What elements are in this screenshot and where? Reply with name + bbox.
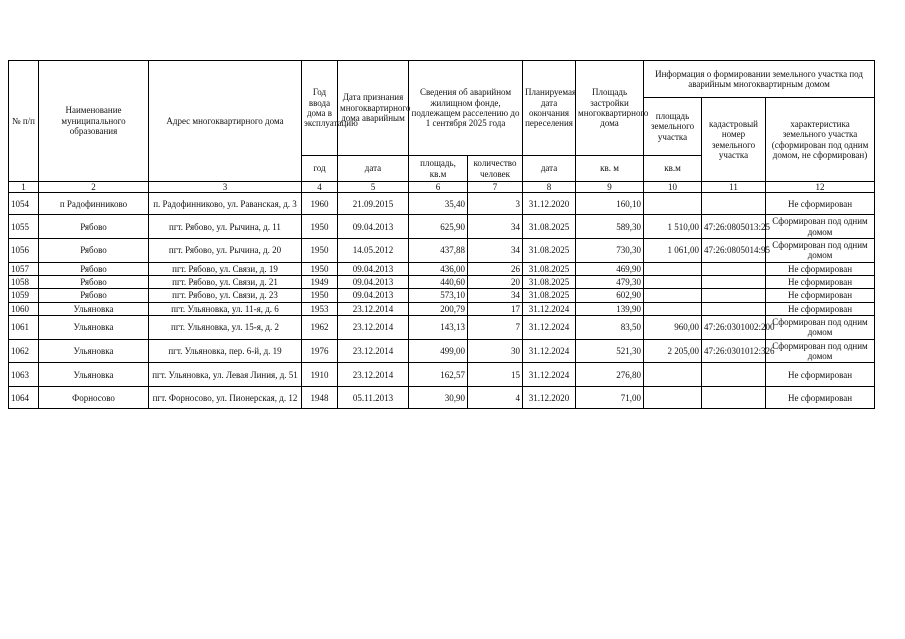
cell-building-area: 589,30 (576, 215, 644, 239)
cell-municipality: п Радофинниково (39, 193, 149, 215)
cell-planned-date: 31.12.2024 (523, 339, 576, 363)
cell-land-area (644, 276, 702, 289)
column-number: 6 (409, 182, 468, 193)
cell-year: 1910 (302, 363, 338, 387)
cell-land-characteristic: Сформирован под одним домом (766, 339, 875, 363)
cell-fund-area: 162,57 (409, 363, 468, 387)
cell-municipality: Ульяновка (39, 316, 149, 340)
cell-year: 1960 (302, 193, 338, 215)
cell-planned-date: 31.12.2024 (523, 316, 576, 340)
column-number: 10 (644, 182, 702, 193)
cell-fund-area: 30,90 (409, 387, 468, 409)
table-row (9, 387, 875, 409)
header-year: Год ввода дома в эксплуатацию (302, 61, 338, 156)
table-row (9, 262, 875, 275)
header-land-area: площадь земельного участка (644, 98, 702, 156)
cell-row-number: 1058 (9, 276, 39, 289)
cell-land-characteristic: Не сформирован (766, 289, 875, 302)
cell-address: пгт. Рябово, ул. Связи, д. 21 (149, 276, 302, 289)
table-row (9, 239, 875, 263)
unit-year: год (302, 156, 338, 182)
cell-fund-area: 499,00 (409, 339, 468, 363)
column-number: 3 (149, 182, 302, 193)
header-recognition-date: Дата признания многоквартирного дома аварийным (338, 61, 409, 156)
cell-land-area (644, 193, 702, 215)
cell-land-characteristic: Не сформирован (766, 193, 875, 215)
cell-municipality: Рябово (39, 239, 149, 263)
cell-cadastral-number: 47:26:0805013:25 (702, 215, 766, 239)
cell-recognition-date: 05.11.2013 (338, 387, 409, 409)
cell-land-area: 1 510,00 (644, 215, 702, 239)
cell-row-number: 1057 (9, 262, 39, 275)
column-number: 9 (576, 182, 644, 193)
cell-land-area: 1 061,00 (644, 239, 702, 263)
cell-land-area (644, 363, 702, 387)
cell-cadastral-number (702, 193, 766, 215)
cell-address: пгт. Рябово, ул. Связи, д. 19 (149, 262, 302, 275)
header-fund: Сведения об аварийном жилищном фонде, подлежащем расселению до 1 сентября 2025 года (409, 61, 523, 156)
cell-fund-area: 440,60 (409, 276, 468, 289)
header-land-info: Информация о формировании земельного участка под аварийным многоквартирным домом (644, 61, 875, 98)
cell-fund-area: 200,79 (409, 302, 468, 315)
cell-cadastral-number: 47:26:0301012:326 (702, 339, 766, 363)
cell-address: пгт. Ульяновка, ул. 15-я, д. 2 (149, 316, 302, 340)
cell-land-characteristic: Не сформирован (766, 302, 875, 315)
cell-building-area: 139,90 (576, 302, 644, 315)
cell-row-number: 1060 (9, 302, 39, 315)
cell-row-number: 1064 (9, 387, 39, 409)
header-municipality: Наименование муниципального образования (39, 61, 149, 182)
cell-year: 1953 (302, 302, 338, 315)
cell-year: 1950 (302, 262, 338, 275)
table-row (9, 363, 875, 387)
cell-cadastral-number: 47:26:0805014:95 (702, 239, 766, 263)
cell-fund-people: 34 (468, 239, 523, 263)
cell-planned-date: 31.08.2025 (523, 215, 576, 239)
table-row (9, 339, 875, 363)
table-row (9, 193, 875, 215)
cell-municipality: Форносово (39, 387, 149, 409)
cell-building-area: 160,10 (576, 193, 644, 215)
cell-address: пгт. Форносово, ул. Пионерская, д. 12 (149, 387, 302, 409)
cell-cadastral-number (702, 302, 766, 315)
column-number: 11 (702, 182, 766, 193)
cell-land-area: 960,00 (644, 316, 702, 340)
cell-year: 1948 (302, 387, 338, 409)
column-number: 12 (766, 182, 875, 193)
cell-row-number: 1054 (9, 193, 39, 215)
cell-building-area: 276,80 (576, 363, 644, 387)
table-row (9, 316, 875, 340)
column-number: 1 (9, 182, 39, 193)
cell-row-number: 1055 (9, 215, 39, 239)
cell-address: пгт. Ульяновка, ул. Левая Линия, д. 51 (149, 363, 302, 387)
header-building-area: Площадь застройки многоквартирного дома (576, 61, 644, 156)
cell-building-area: 71,00 (576, 387, 644, 409)
cell-fund-people: 26 (468, 262, 523, 275)
cell-year: 1950 (302, 215, 338, 239)
cell-address: пгт. Рябово, ул. Рычина, д. 11 (149, 215, 302, 239)
cell-land-area (644, 262, 702, 275)
cell-recognition-date: 09.04.2013 (338, 276, 409, 289)
cell-recognition-date: 09.04.2013 (338, 289, 409, 302)
unit-fund-area: площадь, кв.м (409, 156, 468, 182)
unit-recognition-date: дата (338, 156, 409, 182)
cell-cadastral-number (702, 289, 766, 302)
cell-building-area: 602,90 (576, 289, 644, 302)
cell-row-number: 1062 (9, 339, 39, 363)
unit-building-area: кв. м (576, 156, 644, 182)
cell-land-characteristic: Не сформирован (766, 363, 875, 387)
column-number: 4 (302, 182, 338, 193)
cell-building-area: 521,30 (576, 339, 644, 363)
cell-address: п. Радофинниково, ул. Раванская, д. 3 (149, 193, 302, 215)
cell-cadastral-number (702, 262, 766, 275)
cell-land-characteristic: Не сформирован (766, 387, 875, 409)
unit-land-area: кв.м (644, 156, 702, 182)
cell-municipality: Рябово (39, 276, 149, 289)
column-number: 2 (39, 182, 149, 193)
cell-address: пгт. Ульяновка, пер. 6-й, д. 19 (149, 339, 302, 363)
header-address: Адрес многоквартирного дома (149, 61, 302, 182)
cell-land-characteristic: Не сформирован (766, 276, 875, 289)
cell-year: 1976 (302, 339, 338, 363)
table-row (9, 302, 875, 315)
cell-fund-people: 3 (468, 193, 523, 215)
unit-fund-people: количество человек (468, 156, 523, 182)
cell-recognition-date: 09.04.2013 (338, 215, 409, 239)
cell-recognition-date: 23.12.2014 (338, 363, 409, 387)
cell-fund-area: 436,00 (409, 262, 468, 275)
cell-building-area: 730,30 (576, 239, 644, 263)
cell-row-number: 1056 (9, 239, 39, 263)
cell-building-area: 479,30 (576, 276, 644, 289)
column-number: 5 (338, 182, 409, 193)
cell-year: 1950 (302, 289, 338, 302)
table-row (9, 215, 875, 239)
cell-recognition-date: 23.12.2014 (338, 339, 409, 363)
cell-fund-people: 15 (468, 363, 523, 387)
cell-fund-people: 34 (468, 215, 523, 239)
cell-fund-people: 17 (468, 302, 523, 315)
cell-address: пгт. Рябово, ул. Связи, д. 23 (149, 289, 302, 302)
cell-municipality: Ульяновка (39, 363, 149, 387)
header-planned-date: Планируемая дата окончания переселения (523, 61, 576, 156)
cell-building-area: 83,50 (576, 316, 644, 340)
cell-land-area (644, 289, 702, 302)
cell-planned-date: 31.12.2020 (523, 387, 576, 409)
cell-land-area (644, 387, 702, 409)
cell-fund-area: 625,90 (409, 215, 468, 239)
cell-municipality: Ульяновка (39, 302, 149, 315)
cell-cadastral-number (702, 387, 766, 409)
cell-cadastral-number: 47:26:0301002:200 (702, 316, 766, 340)
cell-cadastral-number (702, 363, 766, 387)
table-row (9, 289, 875, 302)
cell-cadastral-number (702, 276, 766, 289)
table-body (9, 193, 875, 409)
table-row (9, 276, 875, 289)
cell-recognition-date: 21.09.2015 (338, 193, 409, 215)
cell-recognition-date: 14.05.2012 (338, 239, 409, 263)
header-land-characteristic: характеристика земельного участка (сформирован под одним домом, не сформирован) (766, 98, 875, 182)
cell-planned-date: 31.12.2020 (523, 193, 576, 215)
document-page (8, 60, 874, 409)
cell-planned-date: 31.12.2024 (523, 363, 576, 387)
column-number: 8 (523, 182, 576, 193)
cell-fund-people: 7 (468, 316, 523, 340)
header-num: № п/п (9, 61, 39, 182)
cell-address: пгт. Рябово, ул. Рычина, д. 20 (149, 239, 302, 263)
cell-year: 1949 (302, 276, 338, 289)
cell-land-area: 2 205,00 (644, 339, 702, 363)
unit-planned-date: дата (523, 156, 576, 182)
cell-row-number: 1061 (9, 316, 39, 340)
cell-municipality: Рябово (39, 215, 149, 239)
cell-year: 1950 (302, 239, 338, 263)
column-numbers-row (9, 182, 875, 193)
cell-land-area (644, 302, 702, 315)
emergency-housing-table (8, 60, 875, 409)
cell-land-characteristic: Сформирован под одним домом (766, 316, 875, 340)
cell-fund-area: 573,10 (409, 289, 468, 302)
cell-land-characteristic: Сформирован под одним домом (766, 239, 875, 263)
cell-address: пгт. Ульяновка, ул. 11-я, д. 6 (149, 302, 302, 315)
header-cadastral-number: кадастровый номер земельного участка (702, 98, 766, 182)
cell-row-number: 1059 (9, 289, 39, 302)
column-number: 7 (468, 182, 523, 193)
cell-land-characteristic: Не сформирован (766, 262, 875, 275)
cell-planned-date: 31.08.2025 (523, 276, 576, 289)
cell-municipality: Рябово (39, 262, 149, 275)
cell-fund-people: 30 (468, 339, 523, 363)
cell-fund-people: 34 (468, 289, 523, 302)
cell-municipality: Рябово (39, 289, 149, 302)
cell-building-area: 469,90 (576, 262, 644, 275)
cell-recognition-date: 09.04.2013 (338, 262, 409, 275)
cell-land-characteristic: Сформирован под одним домом (766, 215, 875, 239)
cell-planned-date: 31.12.2024 (523, 302, 576, 315)
cell-fund-area: 437,88 (409, 239, 468, 263)
cell-fund-area: 143,13 (409, 316, 468, 340)
cell-fund-area: 35,40 (409, 193, 468, 215)
cell-year: 1962 (302, 316, 338, 340)
cell-recognition-date: 23.12.2014 (338, 302, 409, 315)
cell-fund-people: 20 (468, 276, 523, 289)
cell-recognition-date: 23.12.2014 (338, 316, 409, 340)
cell-planned-date: 31.08.2025 (523, 239, 576, 263)
cell-fund-people: 4 (468, 387, 523, 409)
cell-municipality: Ульяновка (39, 339, 149, 363)
cell-row-number: 1063 (9, 363, 39, 387)
cell-planned-date: 31.08.2025 (523, 262, 576, 275)
cell-planned-date: 31.08.2025 (523, 289, 576, 302)
